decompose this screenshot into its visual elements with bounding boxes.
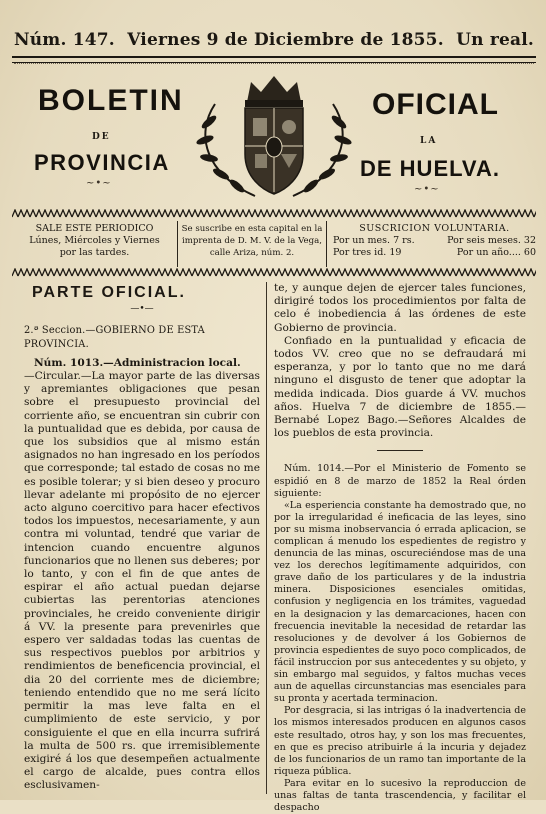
section-subtitle	[24, 324, 260, 350]
subscription-prices	[327, 221, 536, 267]
prices-row-1	[333, 235, 536, 247]
place-line-1: Se suscribe en esta capital en la	[181, 224, 323, 234]
price-six-months: Por seis meses. 32	[447, 235, 536, 246]
heading-flourish: —•—	[130, 304, 154, 315]
schedule-line-1: SALE ESTE PERIODICO	[35, 223, 154, 234]
coat-of-arms-icon	[185, 74, 363, 202]
circular-body: —Circular.—La mayor parte de las diversas y apremiantes obligaciones que pesan sobre el presupuesto provincial del corriente año, se encuentran sin cubrir con la puntualidad que es debida, por causa de que los subsidios que al mismo están asignados no han ingresado en los períodos que corresponde; tal estado de cosas no me es posible tolerar; y si bien deseo y procuro llevar adelante mi propósito de no ejercer acto alguno coercitivo para hacer efectivos todos los impuestos, necesariamente, y aun contra mi voluntad, tendré que variar de intencion cuando encuentre algunos funcionarios que no llenen sus deberes; por lo tanto, y con el fin de que antes de espirar el año actual puedan dejarse cubiertas las perentorias atenciones provinciales, he creido conveniente dirigir á VV. la presente para prevenirles que espero ver saldadas todas las cuentas de sus respectivos pueblos por arbitrios y rendimientos de beneficencia provincial, el dia 20 del corriente mes de diciembre; teniendo entendido que no me será lícito permitir la mas leve falta en el cumplimiento de este servicio, y por consiguiente el que en ella incurra sufrirá la multa de 500 rs. que irremisiblemente exigiré á los que desempeñen actualmente el cargo de alcalde, pues contra ellos esclusivamen-	[24, 370, 260, 792]
place-line-2: imprenta de D. M. V. de la Vega,	[181, 236, 322, 246]
issue-number: Núm. 147.	[14, 30, 115, 50]
masthead-topline	[14, 30, 534, 54]
section-heading: PARTE OFICIAL.	[32, 284, 186, 301]
royal-order-lead: Núm. 1014.—Por el Ministerio de Fomento se espidió en 8 de marzo de 1852 la Real órden siguiente:	[274, 463, 526, 499]
circular-lead: Núm. 1013.—Administracion local.	[34, 356, 241, 369]
prices-row-2	[333, 247, 536, 259]
flourish-left: ~•~	[86, 178, 112, 189]
left-column	[24, 282, 260, 793]
issue-price: Un real.	[456, 30, 534, 50]
ornament-pattern-icon	[12, 209, 536, 218]
issue-date: Viernes 9 de Diciembre de 1855.	[127, 30, 444, 50]
section-subtitle-text: 2.ª Seccion.—GOBIERNO DE ESTA PROVINCIA.	[24, 325, 205, 350]
article-separator	[377, 450, 423, 451]
price-three-months: Por tres id. 19	[333, 247, 402, 258]
place-line-3: calle Ariza, núm. 2.	[209, 248, 295, 258]
circular-closing: Confiado en la puntualidad y eficacia de todos VV. creo que no se defraudará mi esperanza, y por lo tanto que no me dará ninguno el disgusto de tener que adoptar la medida indicada. Dios guarde á VV. muchos años. Huelva 7 de diciembre de 1855.—Bernabé Lopez Bago.—Señores Alcaldes de los pueblos de esta provincia.	[274, 334, 526, 440]
schedule-line-3: por las tardes.	[59, 247, 130, 258]
title-la: LA	[420, 136, 438, 146]
publication-schedule	[12, 221, 178, 267]
title-oficial: OFICIAL	[372, 88, 499, 121]
masthead-rule	[12, 56, 536, 63]
royal-order-paragraph-3: Para evitar en lo sucesivo la reproduccion de unas faltas de tanta trascendencia, y facilitar el despacho	[274, 777, 526, 814]
title-de-huelva: DE HUELVA.	[360, 156, 500, 181]
subscription-info	[12, 221, 536, 267]
royal-order-paragraph-2: Por desgracia, si las intrigas ó la inadvertencia de los mismos interesados producen en algunos casos este resultado, otros hay, y son los mas frecuentes, en que es preciso atribuirle á la incuria y dejadez de los funcionarios de un ramo tan importante de la riqueza pública.	[274, 705, 526, 777]
royal-order-paragraph-1: «La esperiencia constante ha demostrado que, no por la irregularidad é ineficacia de las leyes, sino por su misma inobservancia ó errada aplicacion, se complican á menudo los espedientes de registro y denuncia de las minas, oscureciéndose mas de una vez los derechos legítimamente adquiridos, con grave daño de los particulares y de la industria minera. Disposiciones esenciales omitidas, confusion y negligencia en los trámites, vaguedad en la designacion y las demarcaciones, hacen con frecuencia inevitable la necesidad de retardar las resoluciones y de devolver á los Gobiernos de provincia espedientes de suyo poco complicados, de fácil instruccion por sus antecedentes y su objeto, y sin embargo mal seguidos, y faltos muchas veces aun de aquellas circunstancias mas esenciales para su pronta y acertada terminacion.	[274, 499, 526, 705]
schedule-line-2: Lúnes, Miércoles y Viernes	[29, 235, 160, 246]
price-one-year: Por un año.... 60	[456, 247, 536, 258]
title-boletin: BOLETIN	[38, 84, 184, 117]
title-provincia: PROVINCIA	[34, 150, 170, 175]
ornament-border-bottom	[12, 268, 536, 277]
ornament-pattern-icon	[12, 268, 536, 277]
circular-continuation: te, y aunque dejen de ejercer tales funciones, dirigiré todos los procedimientos por falta de celo é inobediencia á las órdenes de este Gobierno de provincia.	[274, 282, 526, 334]
right-column	[274, 282, 526, 814]
masthead-dotted-rule	[14, 63, 534, 66]
subscription-place	[178, 221, 327, 267]
prices-title: SUSCRICION VOLUNTARIA.	[359, 223, 510, 234]
ornament-border-top	[12, 209, 536, 218]
title-de: DE	[92, 132, 111, 142]
flourish-right: ~•~	[414, 184, 440, 195]
price-one-month: Por un mes. 7 rs.	[333, 235, 415, 246]
column-divider	[266, 282, 267, 794]
